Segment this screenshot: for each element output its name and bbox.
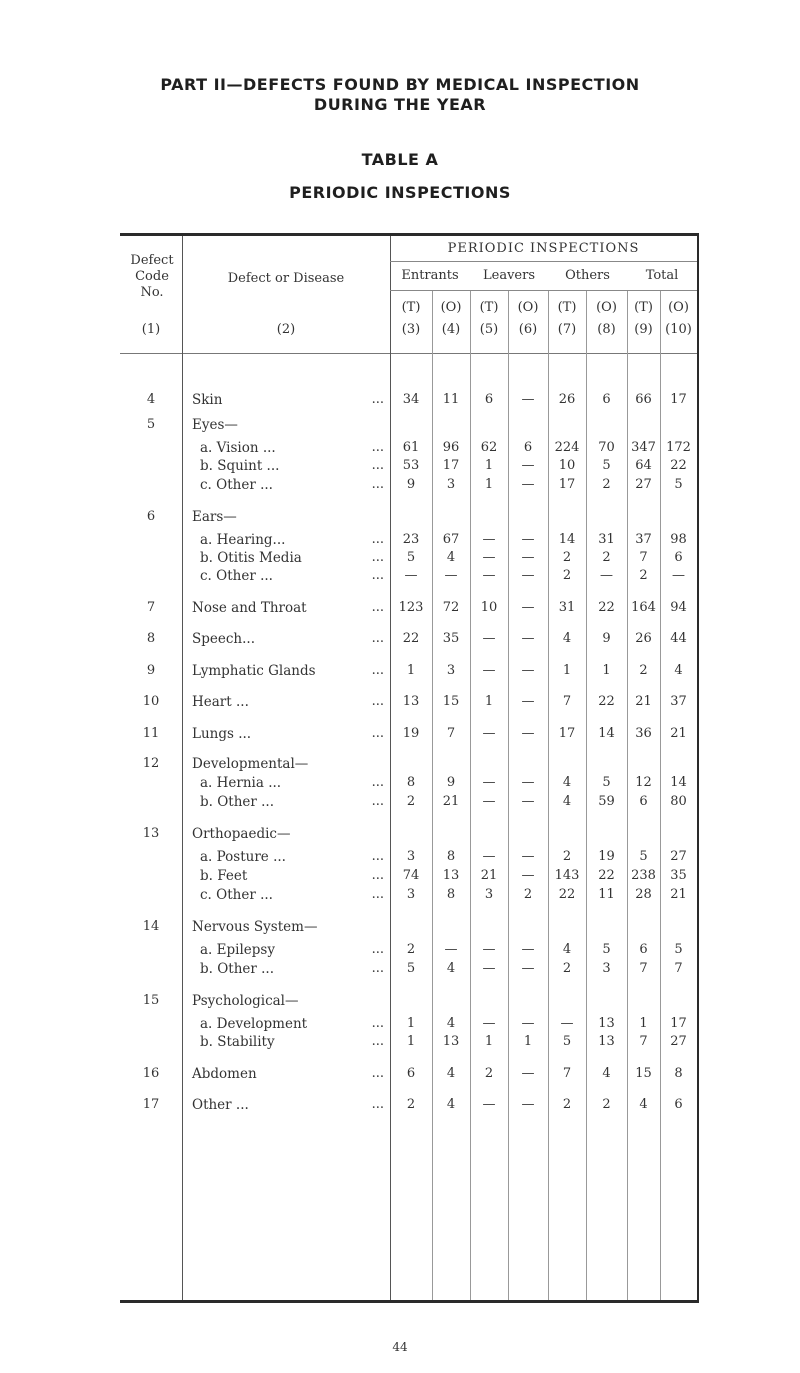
cell-value: 6	[674, 1097, 683, 1112]
defect-code: 10	[142, 694, 160, 709]
cell-value: 3	[446, 663, 456, 678]
cell-value: 17	[558, 726, 576, 741]
cell-value: 7	[562, 1066, 572, 1081]
cell-value: 6	[484, 392, 494, 407]
code-header-word: Defect	[130, 253, 174, 268]
cell-value: 13	[598, 1016, 615, 1031]
defect-code: 14	[142, 919, 160, 934]
cell-value: 21	[480, 868, 498, 883]
cell-value: —	[521, 663, 535, 678]
cell-value: —	[482, 961, 496, 976]
cell-value: —	[482, 849, 496, 864]
cell-value: 9	[406, 477, 416, 492]
cell-value: 4	[446, 1016, 456, 1031]
subgroup-header-line	[390, 290, 697, 291]
cell-value: 67	[442, 532, 460, 547]
leader-dots: ...	[371, 775, 384, 790]
cell-value: 4	[446, 961, 456, 976]
cell-value: 5	[406, 961, 416, 976]
part-heading: PART II—DEFECTS FOUND BY MEDICAL INSPECTION	[160, 75, 640, 94]
cell-value: 5	[602, 775, 611, 790]
cell-value: 27	[635, 477, 652, 492]
defect-label: a. Hearing...	[200, 532, 286, 548]
cell-value: 7	[639, 961, 648, 976]
cell-value: 70	[598, 440, 615, 455]
code-header-word: No.	[140, 285, 164, 300]
cell-value: 26	[635, 631, 652, 646]
cell-value: 6	[674, 550, 683, 565]
cell-value: 5	[639, 849, 648, 864]
cell-value: —	[521, 775, 535, 790]
cell-value: 27	[670, 1034, 687, 1049]
cell-value: 224	[554, 440, 580, 455]
cell-value: 21	[670, 887, 687, 902]
col-number: (1)	[141, 322, 161, 337]
cell-value: 5	[602, 458, 611, 473]
cell-value: 21	[442, 794, 460, 809]
defect-code: 11	[142, 726, 160, 741]
cell-value: —	[560, 1016, 574, 1031]
leader-dots: ...	[371, 600, 384, 615]
cell-value: 31	[558, 600, 576, 615]
cell-value: —	[521, 568, 535, 583]
cell-value: 123	[398, 600, 424, 615]
cell-value: 15	[442, 694, 460, 709]
defect-label: Lymphatic Glands	[192, 663, 316, 679]
cell-value: 8	[446, 849, 456, 864]
defect-label: b. Feet	[200, 868, 248, 884]
cell-value: 15	[635, 1066, 652, 1081]
cell-value: 1	[523, 1034, 533, 1049]
cell-value: 1	[639, 1016, 648, 1031]
table-right-border	[697, 233, 699, 1303]
cell-value: —	[521, 942, 535, 957]
cell-value: 34	[402, 392, 420, 407]
cell-value: 22	[598, 694, 615, 709]
cell-value: —	[482, 532, 496, 547]
cell-value: 1	[484, 477, 494, 492]
subhead: (T)	[479, 300, 499, 315]
cell-value: 4	[562, 631, 572, 646]
col-number: (5)	[479, 322, 499, 337]
col-number: (9)	[634, 322, 653, 337]
defect-code: 4	[146, 392, 156, 407]
group-entrants: Entrants	[401, 268, 459, 283]
cell-value: 21	[635, 694, 652, 709]
cell-value: 7	[639, 550, 648, 565]
defect-label: Abdomen	[192, 1066, 257, 1082]
cell-value: 96	[442, 440, 460, 455]
cell-value: —	[482, 726, 496, 741]
cell-value: —	[404, 568, 418, 583]
col-number: (6)	[518, 322, 538, 337]
cell-value: 164	[631, 600, 656, 615]
cell-value: —	[444, 942, 458, 957]
cell-value: 7	[639, 1034, 648, 1049]
subhead: (T)	[634, 300, 653, 315]
cell-value: 21	[670, 726, 687, 741]
cell-value: 10	[558, 458, 576, 473]
leader-dots: ...	[371, 663, 384, 678]
cell-value: 22	[598, 600, 615, 615]
cell-value: 37	[670, 694, 687, 709]
leader-dots: ...	[371, 392, 384, 407]
cell-value: 2	[406, 942, 416, 957]
cell-value: 1	[406, 1016, 416, 1031]
cell-value: 23	[402, 532, 420, 547]
page-number: 44	[392, 1340, 408, 1354]
cell-value: —	[521, 868, 535, 883]
defect-label: Ears—	[192, 509, 237, 525]
cell-value: —	[521, 794, 535, 809]
cell-value: 8	[674, 1066, 683, 1081]
header-separator	[120, 353, 697, 354]
defect-code: 16	[142, 1066, 160, 1081]
cell-value: 22	[670, 458, 687, 473]
leader-dots: ...	[371, 440, 384, 455]
cell-value: 22	[402, 631, 420, 646]
cell-value: 3	[446, 477, 456, 492]
defect-label: b. Otitis Media	[200, 550, 302, 566]
col-number: (7)	[557, 322, 577, 337]
cell-value: 98	[670, 532, 687, 547]
defect-code: 8	[146, 631, 156, 646]
cell-value: 2	[523, 887, 533, 902]
cell-value: 2	[562, 961, 572, 976]
defect-code: 12	[142, 756, 160, 771]
defect-label: b. Other ...	[200, 794, 275, 810]
cell-value: 172	[666, 440, 691, 455]
cell-value: 2	[406, 1097, 416, 1112]
cell-value: —	[444, 568, 458, 583]
cell-value: 28	[635, 887, 652, 902]
subhead: (O)	[440, 300, 462, 315]
cell-value: 4	[562, 942, 572, 957]
cell-value: 22	[598, 868, 615, 883]
cell-value: —	[600, 568, 613, 583]
defect-label: Other ...	[192, 1097, 249, 1113]
defect-label: b. Other ...	[200, 961, 275, 977]
cell-value: 4	[446, 550, 456, 565]
defect-code: 9	[146, 663, 156, 678]
cell-value: 4	[562, 794, 572, 809]
defect-code: 15	[142, 993, 160, 1008]
cell-value: 1	[484, 1034, 494, 1049]
cell-value: —	[521, 694, 535, 709]
defect-label: a. Vision ...	[200, 440, 276, 456]
defect-label: a. Development	[200, 1016, 308, 1032]
cell-value: 8	[446, 887, 456, 902]
cell-value: —	[521, 1097, 535, 1112]
cell-value: 72	[442, 600, 460, 615]
cell-value: 3	[406, 887, 416, 902]
cell-value: —	[521, 532, 535, 547]
defect-label: c. Other ...	[200, 477, 273, 493]
defect-label: Lungs ...	[192, 726, 252, 742]
cell-value: 13	[598, 1034, 615, 1049]
cell-value: 26	[558, 392, 576, 407]
cell-value: 6	[639, 942, 648, 957]
cell-value: 7	[674, 961, 683, 976]
cell-value: 17	[442, 458, 460, 473]
subhead: (T)	[557, 300, 577, 315]
defect-label: Psychological—	[192, 993, 299, 1009]
cell-value: 64	[635, 458, 652, 473]
cell-value: —	[482, 1016, 496, 1031]
cell-value: —	[482, 663, 496, 678]
leader-dots: ...	[371, 961, 384, 976]
cell-value: 14	[670, 775, 687, 790]
cell-value: 2	[602, 1097, 611, 1112]
group-others: Others	[565, 268, 610, 283]
cell-value: 347	[631, 440, 656, 455]
cell-value: 27	[670, 849, 687, 864]
cell-value: 3	[484, 887, 494, 902]
cell-value: 35	[442, 631, 460, 646]
cell-value: —	[521, 1016, 535, 1031]
defect-label: c. Other ...	[200, 887, 273, 903]
defect-label: Nervous System—	[192, 919, 318, 935]
cell-value: 7	[562, 694, 572, 709]
cell-value: —	[482, 550, 496, 565]
cell-value: 17	[558, 477, 576, 492]
defect-label: Speech...	[192, 631, 255, 647]
cell-value: 2	[602, 477, 611, 492]
leader-dots: ...	[371, 694, 384, 709]
cell-value: 143	[554, 868, 580, 883]
cell-value: 14	[598, 726, 615, 741]
cell-value: 4	[446, 1066, 456, 1081]
cell-value: 5	[562, 1034, 572, 1049]
cell-value: 13	[442, 1034, 460, 1049]
cell-value: 1	[406, 663, 416, 678]
table-name: TABLE A	[361, 150, 439, 169]
cell-value: 53	[402, 458, 420, 473]
cell-value: 59	[598, 794, 615, 809]
cell-value: —	[482, 568, 496, 583]
defect-label: a. Posture ...	[200, 849, 286, 865]
cell-value: 14	[558, 532, 576, 547]
cell-value: 44	[670, 631, 687, 646]
cell-value: 4	[639, 1097, 648, 1112]
leader-dots: ...	[371, 458, 384, 473]
defect-label: a. Epilepsy	[200, 942, 275, 958]
cell-value: 2	[639, 663, 648, 678]
cell-value: —	[482, 942, 496, 957]
cell-value: 17	[670, 1016, 687, 1031]
cell-value: 3	[602, 961, 611, 976]
leader-dots: ...	[371, 726, 384, 741]
cell-value: 31	[598, 532, 615, 547]
defect-label: b. Squint ...	[200, 458, 280, 474]
defect-code: 5	[146, 417, 156, 432]
cell-value: —	[521, 849, 535, 864]
code-header-word: Code	[135, 269, 169, 284]
defect-label: Nose and Throat	[192, 600, 307, 616]
cell-value: 3	[406, 849, 416, 864]
subhead: (O)	[517, 300, 539, 315]
cell-value: 11	[442, 392, 460, 407]
cell-value: 74	[402, 868, 420, 883]
cell-value: —	[482, 631, 496, 646]
cell-value: 61	[402, 440, 420, 455]
leader-dots: ...	[371, 1034, 384, 1049]
col-number: (2)	[276, 322, 296, 337]
leader-dots: ...	[371, 794, 384, 809]
cell-value: 4	[602, 1066, 611, 1081]
part-heading-line2: DURING THE YEAR	[313, 95, 487, 114]
defect-code: 7	[146, 600, 156, 615]
cell-value: 1	[484, 458, 494, 473]
cell-value: 5	[674, 942, 683, 957]
cell-value: —	[521, 1066, 535, 1081]
cell-value: 2	[406, 794, 416, 809]
leader-dots: ...	[371, 532, 384, 547]
leader-dots: ...	[371, 550, 384, 565]
cell-value: —	[482, 1097, 496, 1112]
cell-value: 1	[406, 1034, 416, 1049]
group-header-line	[390, 261, 697, 262]
subhead: (O)	[668, 300, 689, 315]
defect-label: Skin	[192, 392, 223, 408]
cell-value: 1	[562, 663, 572, 678]
leader-dots: ...	[371, 849, 384, 864]
column-rule	[182, 236, 183, 1300]
table-top-rule	[120, 233, 697, 236]
cell-value: 2	[562, 550, 572, 565]
subhead: (O)	[596, 300, 617, 315]
cell-value: —	[672, 568, 685, 583]
cell-value: 19	[402, 726, 420, 741]
cell-value: 22	[558, 887, 576, 902]
cell-value: 66	[635, 392, 652, 407]
cell-value: 238	[631, 868, 656, 883]
cell-value: 36	[635, 726, 652, 741]
cell-value: 2	[562, 568, 572, 583]
defect-label: Orthopaedic—	[192, 826, 291, 842]
group-header: PERIODIC INSPECTIONS	[447, 241, 640, 256]
defect-label: a. Hernia ...	[200, 775, 282, 791]
table-subtitle: PERIODIC INSPECTIONS	[289, 183, 511, 202]
cell-value: 2	[562, 1097, 572, 1112]
cell-value: 13	[402, 694, 420, 709]
cell-value: 1	[484, 694, 494, 709]
leader-dots: ...	[371, 887, 384, 902]
defect-label: Heart ...	[192, 694, 249, 710]
cell-value: 9	[446, 775, 456, 790]
cell-value: 8	[406, 775, 416, 790]
leader-dots: ...	[371, 1097, 384, 1112]
cell-value: 2	[484, 1066, 494, 1081]
cell-value: 7	[446, 726, 456, 741]
defect-label: Eyes—	[192, 417, 238, 433]
cell-value: 5	[406, 550, 416, 565]
cell-value: 37	[635, 532, 652, 547]
cell-value: 6	[639, 794, 648, 809]
cell-value: 9	[602, 631, 611, 646]
cell-value: 5	[602, 942, 611, 957]
defect-column-header: Defect or Disease	[227, 271, 345, 286]
cell-value: —	[482, 775, 496, 790]
defect-code: 13	[142, 826, 160, 841]
cell-value: 13	[442, 868, 460, 883]
col-number: (4)	[441, 322, 461, 337]
defect-label: b. Stability	[200, 1034, 275, 1050]
cell-value: 4	[446, 1097, 456, 1112]
leader-dots: ...	[371, 568, 384, 583]
cell-value: 4	[562, 775, 572, 790]
cell-value: 6	[523, 440, 533, 455]
defect-label: c. Other ...	[200, 568, 273, 584]
cell-value: 35	[670, 868, 687, 883]
cell-value: 62	[480, 440, 498, 455]
cell-value: 1	[602, 663, 611, 678]
cell-value: —	[521, 726, 535, 741]
cell-value: 12	[635, 775, 652, 790]
cell-value: 6	[602, 392, 611, 407]
cell-value: —	[521, 631, 535, 646]
leader-dots: ...	[371, 631, 384, 646]
cell-value: —	[521, 458, 535, 473]
cell-value: —	[521, 392, 535, 407]
cell-value: —	[521, 600, 535, 615]
value-column-rule	[586, 290, 587, 1300]
cell-value: —	[521, 550, 535, 565]
cell-value: 94	[670, 600, 687, 615]
col-number: (3)	[401, 322, 421, 337]
cell-value: —	[521, 961, 535, 976]
subhead: (T)	[401, 300, 421, 315]
defect-code: 6	[146, 509, 156, 524]
cell-value: 11	[598, 887, 615, 902]
value-column-rule	[508, 290, 509, 1300]
cell-value: 2	[602, 550, 611, 565]
group-leavers: Leavers	[483, 268, 535, 283]
cell-value: 10	[480, 600, 498, 615]
col-number: (10)	[665, 322, 692, 337]
column-rule	[390, 236, 391, 1300]
leader-dots: ...	[371, 1016, 384, 1031]
cell-value: 17	[670, 392, 687, 407]
table-bottom-rule	[120, 1300, 697, 1303]
defect-label: Developmental—	[192, 756, 309, 772]
defect-code: 17	[142, 1097, 160, 1112]
cell-value: 2	[562, 849, 572, 864]
cell-value: 19	[598, 849, 615, 864]
cell-value: 5	[674, 477, 683, 492]
cell-value: 2	[639, 568, 648, 583]
leader-dots: ...	[371, 1066, 384, 1081]
leader-dots: ...	[371, 942, 384, 957]
cell-value: —	[521, 477, 535, 492]
leader-dots: ...	[371, 868, 384, 883]
col-number: (8)	[597, 322, 616, 337]
cell-value: 80	[670, 794, 687, 809]
cell-value: 4	[674, 663, 683, 678]
leader-dots: ...	[371, 477, 384, 492]
cell-value: —	[482, 794, 496, 809]
group-total: Total	[645, 268, 679, 283]
cell-value: 6	[406, 1066, 416, 1081]
